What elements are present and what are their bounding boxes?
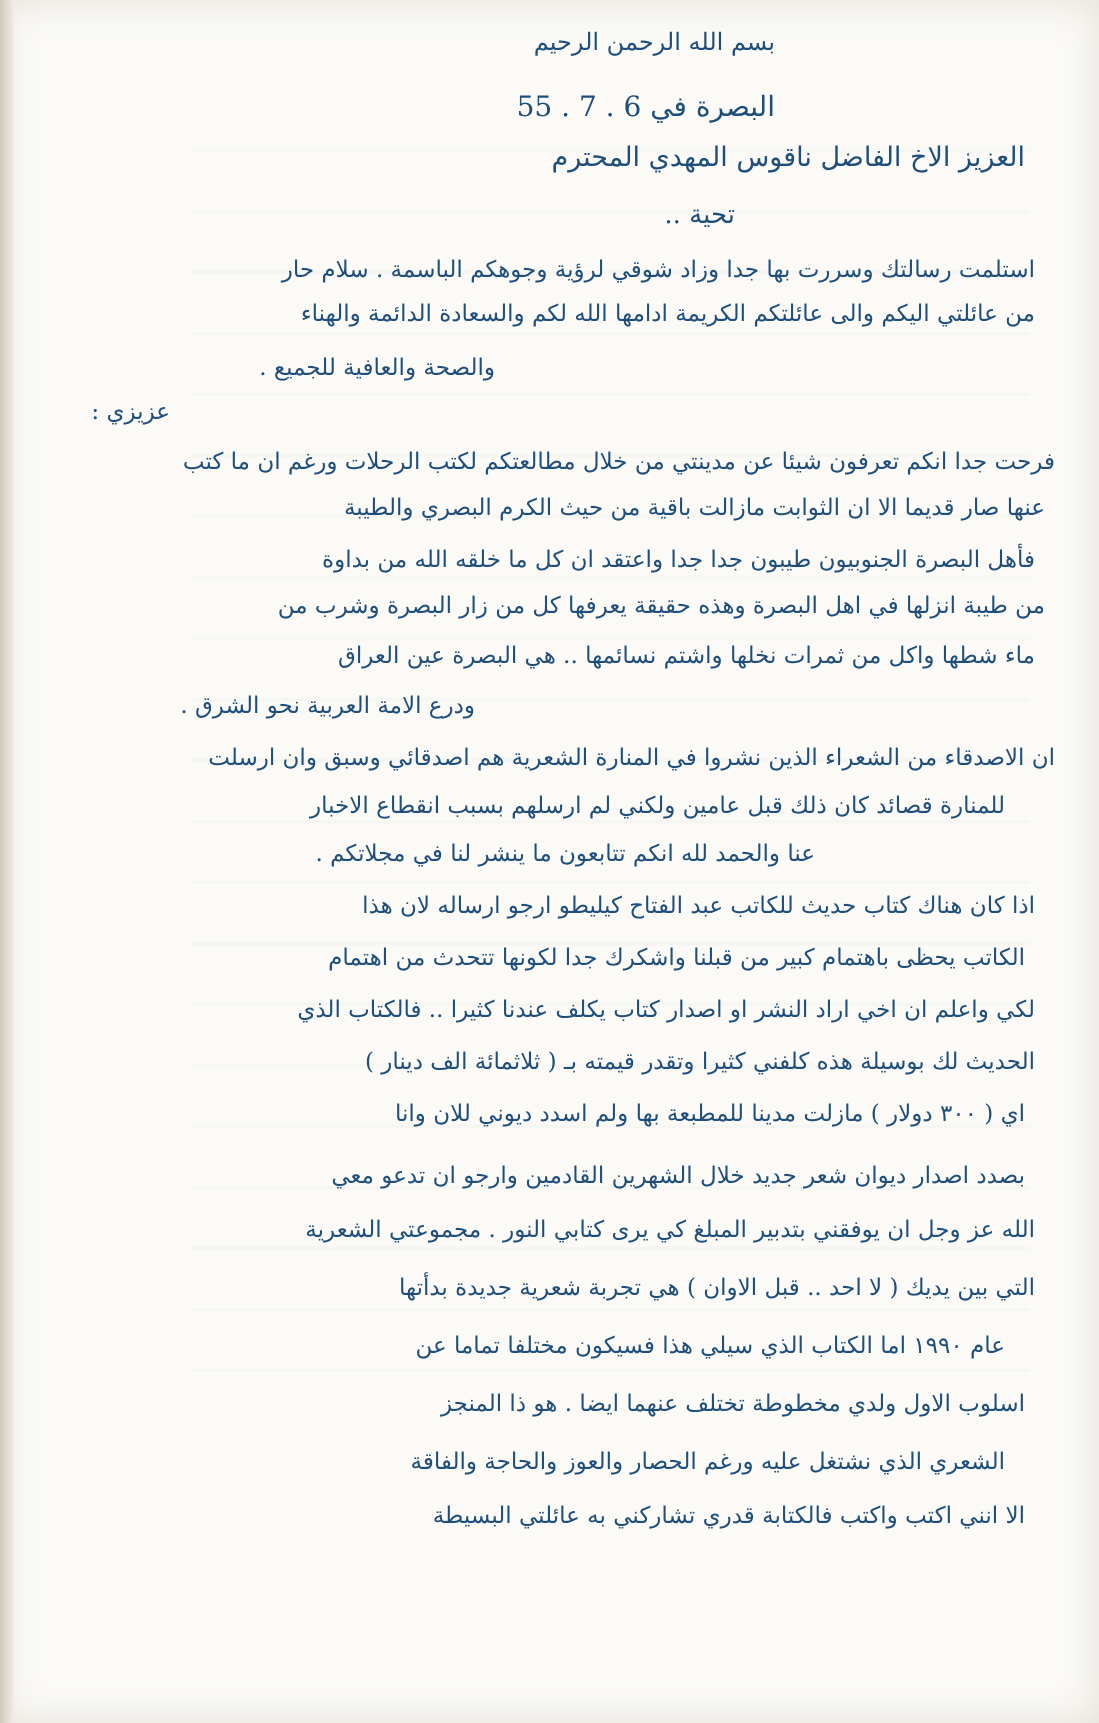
letter-greeting: تحية ..	[664, 200, 735, 230]
letter-salutation: العزيز الاخ الفاضل ناقوس المهدي المحترم	[551, 142, 1025, 173]
letter-line: الشعري الذي نشتغل عليه ورغم الحصار والعوز والحاجة والفاقة	[410, 1449, 1005, 1475]
page-left-edge	[0, 0, 14, 1723]
letter-line: عزيزي :	[91, 399, 170, 425]
letter-line: الكاتب يحظى باهتمام كبير من قبلنا واشكرك جدا لكونها تتحدث من اهتمام	[328, 945, 1025, 971]
reverse-side-ink-bleed	[190, 90, 1030, 1390]
letter-line: ماء شطها واكل من ثمرات نخلها واشتم نسائمها .. هي البصرة عين العراق	[337, 643, 1035, 669]
letter-line: والصحة والعافية للجميع .	[259, 355, 495, 381]
letter-line: الحديث لك بوسيلة هذه كلفني كثيرا وتقدر قيمته بـ ( ثلاثمائة الف دينار )	[364, 1049, 1035, 1075]
letter-line: الله عز وجل ان يوفقني بتدبير المبلغ كي يرى كتابي النور . مجموعتي الشعرية	[305, 1217, 1035, 1243]
letter-line: من طيبة انزلها في اهل البصرة وهذه حقيقة يعرفها كل من زار البصرة وشرب من	[277, 593, 1045, 619]
letter-line: ان الاصدقاء من الشعراء الذين نشروا في المنارة الشعرية هم اصدقائي وسبق وان ارسلت	[208, 745, 1055, 771]
letter-line: عام ١٩٩٠ اما الكتاب الذي سيلي هذا فسيكون مختلفا تماما عن	[415, 1333, 1005, 1359]
letter-line: الا انني اكتب واكتب فالكتابة قدري تشاركني به عائلتي البسيطة	[432, 1503, 1025, 1529]
letter-line: من عائلتي اليكم والى عائلتكم الكريمة ادامها الله لكم والسعادة الدائمة والهناء	[300, 301, 1035, 327]
letter-line: عنا والحمد لله انكم تتابعون ما ينشر لنا في مجلاتكم .	[315, 841, 815, 867]
letter-line: ودرع الامة العربية نحو الشرق .	[180, 693, 475, 719]
letter-line: لكي واعلم ان اخي اراد النشر او اصدار كتاب يكلف عندنا كثيرا .. فالكتاب الذي	[297, 997, 1035, 1023]
letter-line: فرحت جدا انكم تعرفون شيئا عن مدينتي من خلال مطالعتكم لكتب الرحلات ورغم ان ما كتب	[182, 449, 1055, 475]
letter-line: اذا كان هناك كتاب حديث للكاتب عبد الفتاح كيليطو ارجو ارساله لان هذا	[362, 893, 1035, 919]
letter-line: التي بين يديك ( لا احد .. قبل الاوان ) هي تجربة شعرية جديدة بدأتها	[398, 1275, 1035, 1301]
letter-date: البصرة في 6 . 7 . 55	[516, 90, 775, 123]
letter-line: استلمت رسالتك وسررت بها جدا وزاد شوقي لرؤية وجوهكم الباسمة . سلام حار	[281, 257, 1035, 283]
letter-basmala: بسم الله الرحمن الرحيم	[533, 28, 775, 56]
letter-line: فأهل البصرة الجنوبيون طيبون جدا جدا واعتقد ان كل ما خلقه الله من بداوة	[322, 547, 1035, 573]
letter-line: اي ( ٣٠٠ دولار ) مازلت مدينا للمطبعة بها ولم اسدد ديوني للان وانا	[395, 1101, 1025, 1127]
letter-line: بصدد اصدار ديوان شعر جديد خلال الشهرين القادمين وارجو ان تدعو معي	[331, 1163, 1025, 1189]
letter-line: اسلوب الاول ولدي مخطوطة تختلف عنهما ايضا . هو ذا المنجز	[440, 1391, 1025, 1417]
letter-line: عنها صار قديما الا ان الثوابت مازالت باقية من حيث الكرم البصري والطيبة	[343, 495, 1045, 521]
letter-line: للمنارة قصائد كان ذلك قبل عامين ولكني لم ارسلهم بسبب انقطاع الاخبار	[310, 793, 1005, 819]
